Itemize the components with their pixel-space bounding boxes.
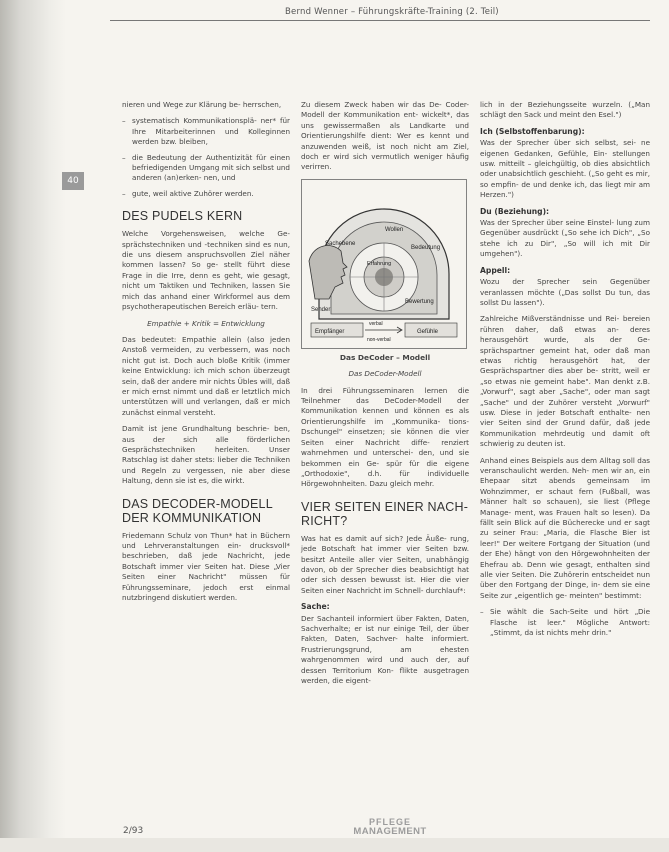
paragraph: Was hat es damit auf sich? Jede Äuße- rung, jede Botschaft hat immer vier Seiten bzw. besitzt Anteile aller vier Seiten, unabhängig davon, ob der Sprecher dies beabsichtigt hat oder sich dessen bewusst ist. Hier die vier Seiten einer Nachricht im Schnell- durchlauf*: — [301, 533, 469, 595]
subheading: Du (Beziehung): — [480, 206, 550, 216]
label-gefuehle: Gefühle — [417, 328, 439, 335]
paragraph: Wozu der Sprecher sein Gegenüber veranlassen möchte („Das sollst Du tun, das sollst Du lassen"). — [480, 277, 650, 307]
bullet-item: – systematisch Kommunikationsplä- ner* für Ihre Mitarbeiterinnen und Kolleginnen werden bzw. bleiben, — [122, 116, 290, 147]
label-verbal: verbal — [369, 320, 383, 327]
label-erfahrung: Erfahrung — [367, 260, 392, 267]
paragraph: lich in der Beziehungsseite wurzeln. („Man schlägt den Sack und meint den Esel.") — [480, 100, 650, 120]
bullet-list — [122, 116, 290, 199]
bullet-item: – die Bedeutung der Authentizität für einen befriedigenden Umgang mit sich selbst und anderen (an)erken- nen, und — [122, 153, 290, 184]
label-wollen: Wollen — [385, 226, 404, 233]
formula: Empathie + Kritik = Entwicklung — [147, 318, 265, 328]
column-3 — [480, 100, 650, 649]
paragraph: Zu diesem Zweck haben wir das De- Coder-Modell der Kommunikation ent- wickelt*, das uns gewissermaßen als Landkarte und Orientierungshilfe dient: Wer es kennt und anzuwenden weiß, ist noch nicht am Ziel, doch er wird sich vermutlich weniger häufig verirren. — [301, 100, 469, 172]
paragraph: Anhand eines Beispiels aus dem Alltag soll das veranschaulicht werden. Neh- men wir an, ein Ehepaar sitzt abends gemeinsam im Wohnzimmer, er schaut fern (Fußball, was Männer halt so schauen), sie liest (Pflege Manage- ment, was Frauen halt so lesen). Da fällt sein Blick auf die Bücherecke und er sagt zu seiner Frau: „Maria, die Flasche Bier ist leer!" Der weitere Fortgang der Situation (und der Ehe) hängt von den Hörgewohnheiten der Ehefrau ab. Denn wie gesagt, enthalten sind alle vier Seiten. Die Zuhörerin entscheidet nun über den Fortgang der Dinge, in- dem sie eine Seite zur „eigentlich ge- meinten" bestimmt: — [480, 455, 650, 600]
subheading: Appell: — [480, 265, 511, 275]
figure-subcaption: Das DeCoder-Modell — [348, 369, 422, 379]
scan-bottom-edge — [0, 838, 669, 852]
scan-shadow — [0, 0, 66, 852]
section-heading: VIER SEITEN EINER NACH- RICHT? — [301, 499, 469, 528]
figure-caption: Das DeCoder – Modell — [339, 352, 431, 362]
bullet-item: – Sie wählt die Sach-Seite und hört „Die Flasche ist leer." Mögliche Antwort: „Stimmt, da ist nichts mehr drin." — [480, 607, 650, 638]
page-number: 2/93 — [123, 826, 144, 836]
column-1 — [122, 100, 290, 609]
label-bedeutung: Bedeutung — [411, 244, 441, 251]
paragraph: Das bedeutet: Empathie allein (also jeden Anstoß vermeiden, zu verbessern, was noch nicht gut ist. Doch auch bloße Kritik (immer keine Entwicklung: ich mich schon überzeugt sein, daß der andere mir nichts Übles will, daß er mich ernst nimmt und daß er letztlich mich unterstützen will und verlangen, daß er mich zunächst einmal versteht. — [122, 334, 290, 417]
label-sender: Sender — [311, 306, 331, 313]
label-bewertung: Bewertung — [405, 298, 434, 305]
paragraph: Was der Sprecher über sich selbst, sei- ne eigenen Gedanken, Gefühle, Ein- stellungen usw. mitteilt – gleichgültig, ob dies absichtlich oder unabsichtlich geschieht. („So geht es mir, so empfin- de und denke ich, das liegt mir am Herzen.") — [480, 138, 650, 200]
column-2 — [301, 100, 469, 692]
paragraph: nieren und Wege zur Klärung be- herrschen, — [122, 100, 282, 109]
running-head: Bernd Wenner – Führungskräfte-Training (2. Teil) — [285, 7, 499, 17]
label-empfaenger: Empfänger — [315, 328, 345, 335]
paragraph: Welche Vorgehensweisen, welche Ge- sprächstechniken und -techniken sind es nun, die uns diesem anspruchsvollen Ziel näher kommen lassen? So ge- stellt führt diese Frage in die Irre, denn es geht, wie gesagt, nicht um Taktiken und Techniken, lassen Sie mich das anhand einer Wirkformel aus dem psychotherapeutischen Bereich erläu- tern. — [122, 229, 290, 312]
paragraph: In drei Führungsseminaren lernen die Teilnehmer das DeCoder-Modell der Kommunikation kennen und können es als Orientierungshilfe im „Kommunika- tions-Dschungel" einsetzen; sie können die vier Seiten einer Nachricht diffe- renziert wahrnehmen und unterschei- den, und sie bekommen ein Ge- spür für die eigene „Orthodoxie", d.h. für individuelle Hörgewohnheiten. Dazu gleich mehr. — [301, 385, 469, 489]
decoder-diagram — [301, 179, 467, 349]
section-heading: DAS DECODER-MODELL DER KOMMUNIKATION — [122, 496, 273, 525]
logo-line-1: PFLEGE — [368, 817, 411, 827]
paragraph: Friedemann Schulz von Thun* hat in Büchern und Lehrveranstaltungen ein- drucksvoll* beschrieben, daß jede Nachricht, jede Botschaft immer vier Seiten hat. Diese „Vier Seiten einer Nachricht" müssen für Führungsseminare, jedoch erst einmal nutzbringend diskutiert werden. — [122, 530, 290, 603]
label-sachebene: Sachebene — [325, 240, 356, 247]
decoder-model-figure — [301, 179, 467, 349]
section-heading: DES PUDELS KERN — [122, 209, 243, 224]
subheading: Sache: — [301, 602, 330, 612]
paragraph: Der Sachanteil informiert über Fakten, Daten, Sachverhalte; er ist nur einige Teil, der über Fakten, Daten, Sachver- halte informiert. Frustrierungsgrund, am ehesten wahrgenommen wird und auch der, auf dessen Territorium Kon- flikte ausgetragen werden, die eigent- — [301, 613, 469, 685]
publication-logo — [340, 817, 440, 837]
logo-line-2: MANAGEMENT — [353, 826, 427, 837]
paragraph: Was der Sprecher über seine Einstel- lung zum Gegenüber ausdrückt („So sehe ich Dich", „So stehe ich zu Dir", „So will ich mit Dir umgehen"). — [480, 218, 650, 259]
bullet-list — [480, 607, 650, 638]
subheading: Ich (Selbstoffenbarung): — [480, 126, 585, 136]
paragraph: Zahlreiche Mißverständnisse und Rei- bereien rühren daher, daß etwas an- deres herausgehört wurde, als der Ge- sprächspartner gemeint hat, oder daß man etwas richtig herausgehört hat, der Gesprächspartner dies aber be- stritt, weil er „so etwas nie gemeint habe". Man denkt z.B. „Vorwurf", sagt aber „Sache", oder man sagt „Sache" und der Zuhörer versteht „Vorwurf" usw. Diese in jeder Botschaft enthalte- nen vier Seiten sind der Grund dafür, daß jede Kommunikation mehrdeutig und damit oft schwierig zu deuten ist. — [480, 314, 650, 449]
paragraph: Damit ist jene Grundhaltung beschrie- ben, aus der sich alle förderlichen Gesprächstechniken herleiten. Unser Ratschlag ist daher stets: lieber die Techniken und Regeln zu vergessen, nie aber diese Haltung, denn sie ist es, die wirkt. — [122, 424, 290, 486]
header-rule — [110, 20, 650, 21]
bullet-item: – gute, weil aktive Zuhörer werden. — [122, 189, 290, 199]
label-nonverbal: non-verbal — [367, 336, 391, 343]
page-tab: 40 — [62, 172, 84, 190]
